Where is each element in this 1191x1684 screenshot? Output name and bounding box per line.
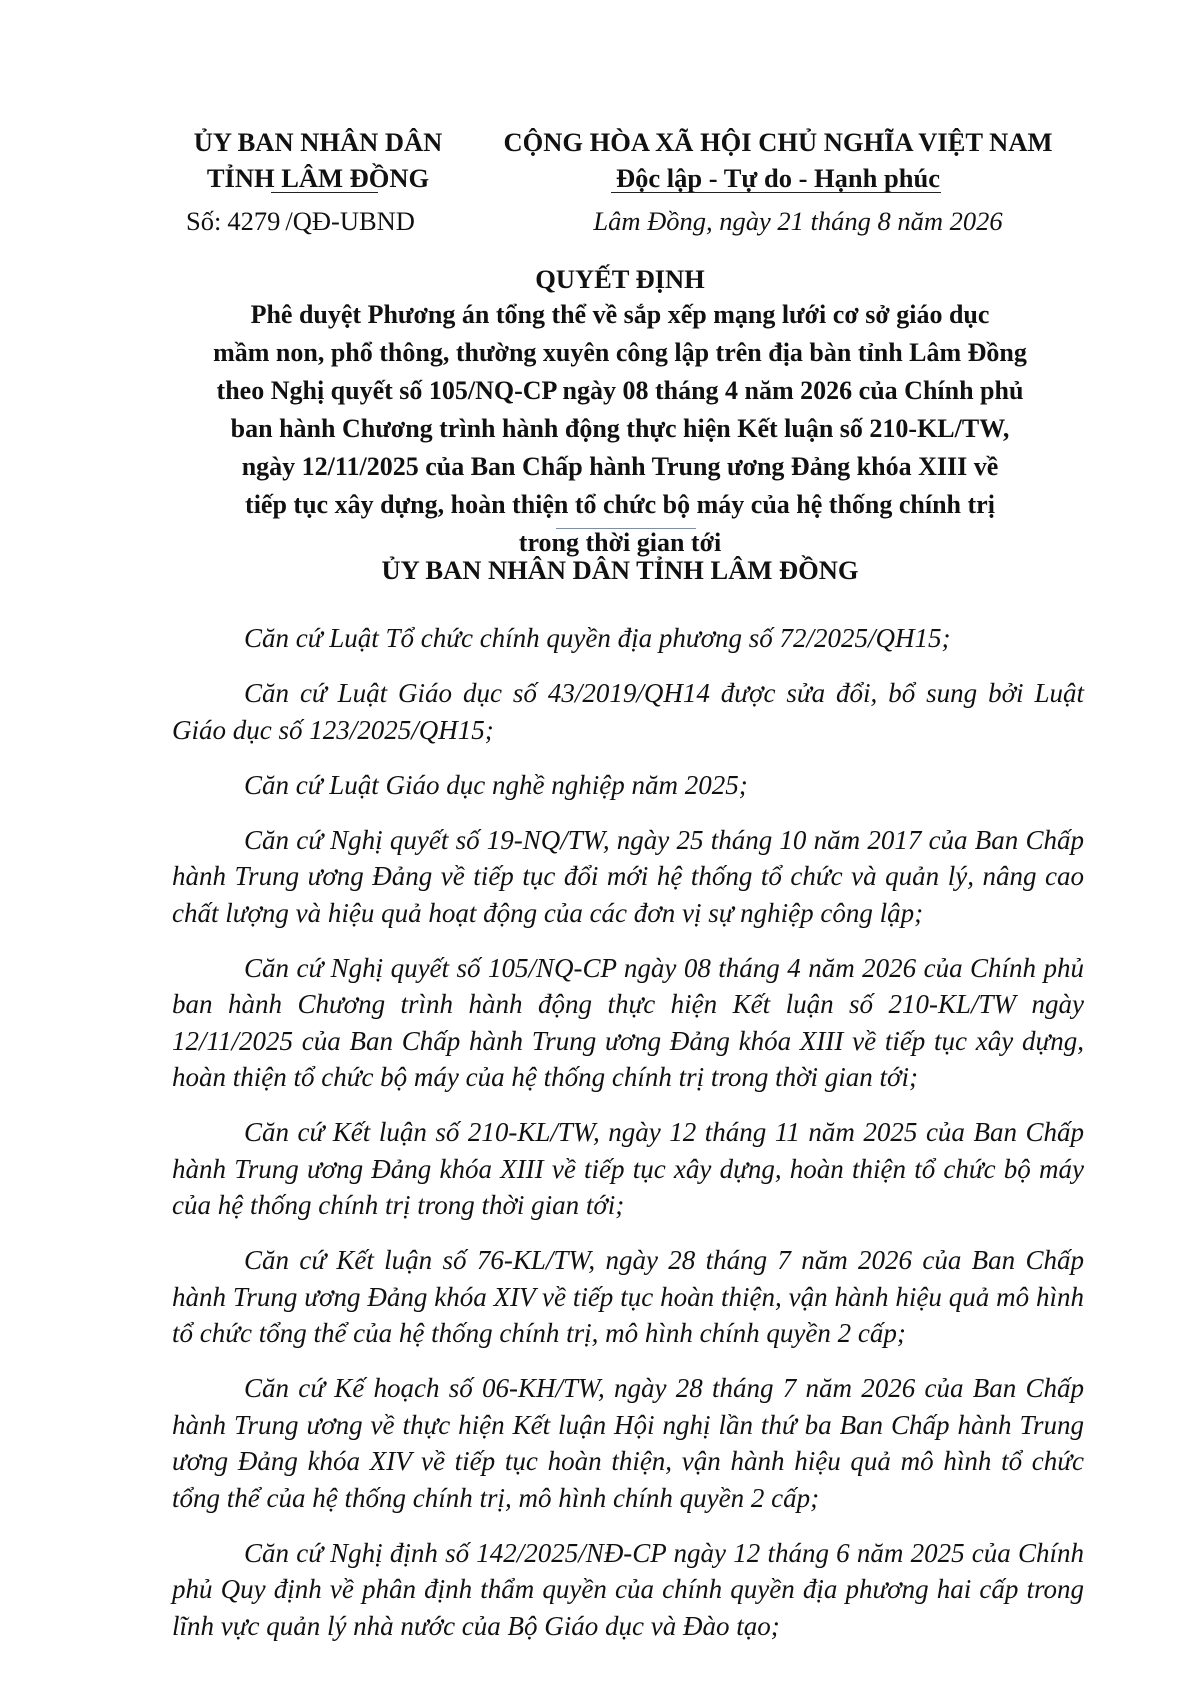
subject-line: theo Nghị quyết số 105/NQ-CP ngày 08 tháng 4 năm 2026 của Chính phủ xyxy=(216,376,1024,405)
legal-basis-paragraph: Căn cứ Luật Tổ chức chính quyền địa phương số 72/2025/QH15; xyxy=(244,623,951,653)
document-date xyxy=(518,206,1078,237)
number-suffix: /QĐ-UBND xyxy=(285,206,415,236)
subject-line: mầm non, phổ thông, thường xuyên công lập trên địa bàn tỉnh Lâm Đồng xyxy=(213,338,1027,367)
legal-basis-paragraph: Căn cứ Nghị định số 142/2025/NĐ-CP ngày 12 tháng 6 năm 2025 của Chính phủ Quy định về phân định thẩm quyền của chính quyền địa phương hai cấp trong lĩnh vực quản lý nhà nước của Bộ Giáo dục và Đào tạo; xyxy=(172,1537,1084,1641)
agency-header xyxy=(168,124,468,196)
document-number xyxy=(186,206,415,237)
legal-basis-paragraph: Căn cứ Luật Giáo dục số 43/2019/QH14 được sửa đổi, bổ sung bởi Luật Giáo dục số 123/2025/QH15; xyxy=(172,678,1084,745)
subject-line: ban hành Chương trình hành động thực hiện Kết luận số 210-KL/TW, xyxy=(230,414,1010,443)
document-type: QUYẾT ĐỊNH xyxy=(535,264,705,294)
subject-line: Phê duyệt Phương án tổng thể về sắp xếp mạng lưới cơ sở giáo dục xyxy=(250,300,990,329)
document-subject xyxy=(150,296,1090,562)
document-title xyxy=(150,262,1090,562)
agency-name-line1: ỦY BAN NHÂN DÂN xyxy=(193,127,443,157)
national-motto: Độc lập - Tự do - Hạnh phúc xyxy=(616,163,940,193)
date-day: 21 xyxy=(777,206,804,236)
date-suffix: tháng 8 năm 2026 xyxy=(810,206,1003,236)
legal-basis-paragraph: Căn cứ Nghị quyết số 19-NQ/TW, ngày 25 tháng 10 năm 2017 của Ban Chấp hành Trung ương Đảng về tiếp tục đổi mới hệ thống tổ chức và quản lý, nâng cao chất lượng và hiệu quả hoạt động của các đơn vị sự nghiệp công lập; xyxy=(172,824,1084,928)
legal-basis-paragraph: Căn cứ Nghị quyết số 105/NQ-CP ngày 08 tháng 4 năm 2026 của Chính phủ ban hành Chương trình hành động thực hiện Kết luận số 210-KL/TW ngày 12/11/2025 của Ban Chấp hành Trung ương Đảng khóa XIII về tiếp tục xây dựng, hoàn thiện tổ chức bộ máy của hệ thống chính trị trong thời gian tới; xyxy=(172,952,1084,1092)
subject-line: tiếp tục xây dựng, hoàn thiện tổ chức bộ máy của hệ thống chính trị xyxy=(245,490,995,519)
number-value: 4279 xyxy=(227,206,281,236)
country-name: CỘNG HÒA XÃ HỘI CHỦ NGHĨA VIỆT NAM xyxy=(503,127,1053,157)
date-prefix: Lâm Đồng, ngày xyxy=(593,206,771,236)
subject-line: ngày 12/11/2025 của Ban Chấp hành Trung ương Đảng khóa XIII về xyxy=(241,452,999,481)
subject-line: trong thời gian tới xyxy=(518,528,722,557)
legal-bases xyxy=(172,620,1084,1644)
legal-basis-paragraph: Căn cứ Kết luận số 210-KL/TW, ngày 12 tháng 11 năm 2025 của Ban Chấp hành Trung ương Đảng khóa XIII về tiếp tục xây dựng, hoàn thiện tổ chức bộ máy của hệ thống chính trị trong thời gian tới; xyxy=(172,1117,1084,1220)
legal-basis-paragraph: Căn cứ Luật Giáo dục nghề nghiệp năm 2025; xyxy=(244,769,748,800)
agency-name-line2: TỈNH LÂM ĐỒNG xyxy=(206,163,430,193)
national-header xyxy=(478,124,1078,196)
title-underline xyxy=(556,528,696,529)
motto-underline xyxy=(611,192,941,193)
issuing-authority: ỦY BAN NHÂN DÂN TỈNH LÂM ĐỒNG xyxy=(381,555,859,585)
legal-basis-paragraph: Căn cứ Kế hoạch số 06-KH/TW, ngày 28 tháng 7 năm 2026 của Ban Chấp hành Trung ương về thực hiện Kết luận Hội nghị lần thứ ba Ban Chấp hành Trung ương Đảng khóa XIV về tiếp tục hoàn thiện, vận hành hiệu quả mô hình tổ chức tổng thể của hệ thống chính trị, mô hình chính quyền 2 cấp; xyxy=(172,1373,1084,1513)
agency-underline xyxy=(271,192,378,193)
legal-basis-paragraph: Căn cứ Kết luận số 76-KL/TW, ngày 28 tháng 7 năm 2026 của Ban Chấp hành Trung ương Đảng khóa XIV về tiếp tục hoàn thiện, vận hành hiệu quả mô hình tổ chức tổng thể của hệ thống chính trị, mô hình chính quyền 2 cấp; xyxy=(172,1245,1084,1348)
number-label: Số: xyxy=(186,206,222,236)
